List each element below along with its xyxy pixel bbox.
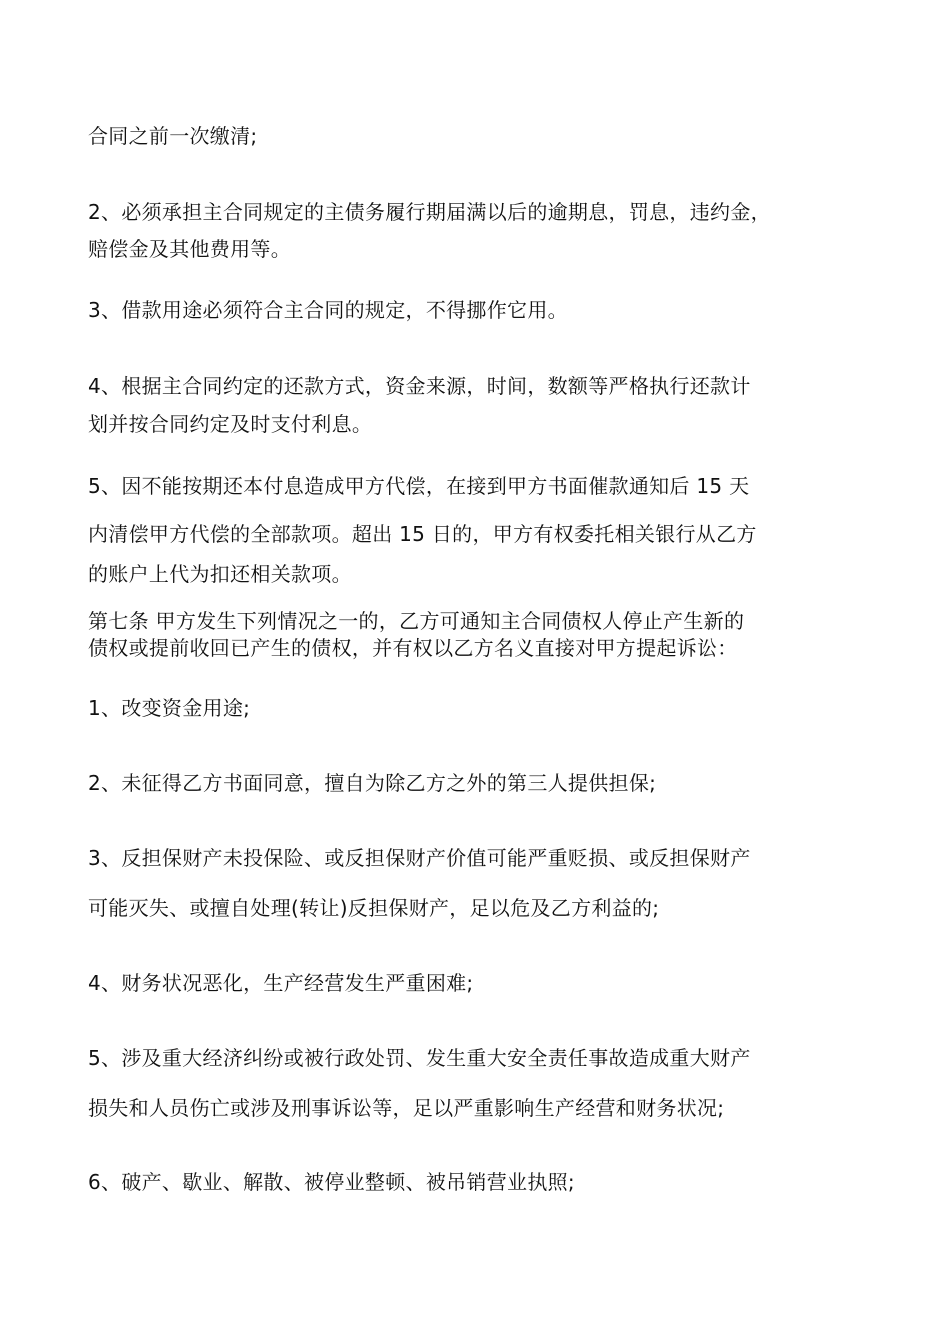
- text-line: 3、借款用途必须符合主合同的规定，不得挪作它用。: [88, 298, 568, 322]
- text-line: 赔偿金及其他费用等。: [88, 237, 291, 261]
- text-line: 债权或提前收回已产生的债权，并有权以乙方名义直接对甲方提起诉讼：: [88, 636, 738, 660]
- text-line: 2、未征得乙方书面同意，擅自为除乙方之外的第三人提供担保;: [88, 771, 657, 795]
- text-line: 划并按合同约定及时支付利息。: [88, 412, 373, 436]
- text-line: 5、涉及重大经济纠纷或被行政处罚、发生重大安全责任事故造成重大财产: [88, 1046, 751, 1070]
- text-line: 内清偿甲方代偿的全部款项。超出 15 日的，甲方有权委托相关银行从乙方: [88, 522, 757, 546]
- text-line: 的账户上代为扣还相关款项。: [88, 562, 352, 586]
- text-line: 可能灭失、或擅自处理(转让)反担保财产，足以危及乙方利益的;: [88, 896, 660, 920]
- text-line: 4、根据主合同约定的还款方式，资金来源，时间，数额等严格执行还款计: [88, 374, 751, 398]
- text-line: 2、必须承担主合同规定的主债务履行期届满以后的逾期息，罚息，违约金，: [88, 200, 771, 224]
- text-line: 损失和人员伤亡或涉及刑事诉讼等，足以严重影响生产经营和财务状况;: [88, 1096, 725, 1120]
- text-line: 4、财务状况恶化，生产经营发生严重困难;: [88, 971, 474, 995]
- text-line: 5、因不能按期还本付息造成甲方代偿，在接到甲方书面催款通知后 15 天: [88, 474, 750, 498]
- text-line: 3、反担保财产未投保险、或反担保财产价值可能严重贬损、或反担保财产: [88, 846, 751, 870]
- section-heading: 第七条 甲方发生下列情况之一的，乙方可通知主合同债权人停止产生新的: [88, 609, 745, 633]
- text-line: 合同之前一次缴清;: [88, 124, 258, 148]
- text-line: 6、破产、歇业、解散、被停业整顿、被吊销营业执照;: [88, 1170, 575, 1194]
- text-line: 1、改变资金用途;: [88, 696, 251, 720]
